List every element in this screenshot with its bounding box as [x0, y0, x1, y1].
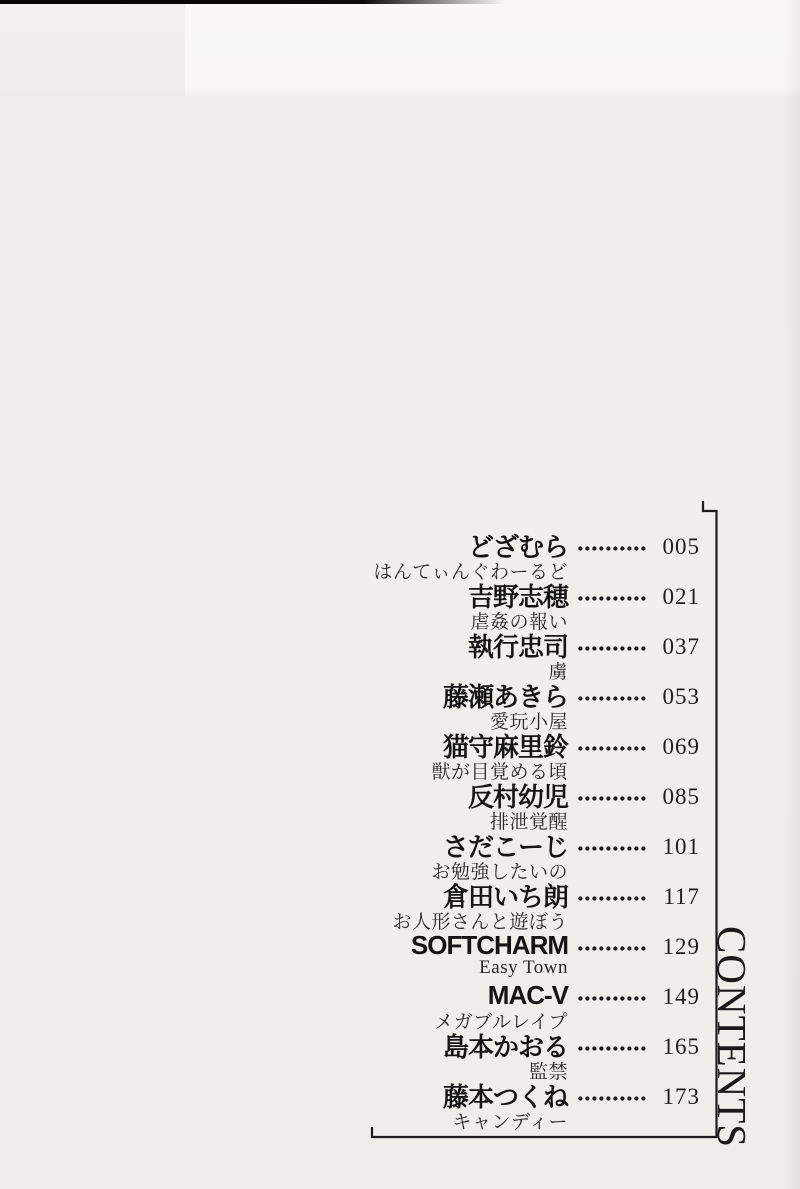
work-title: お勉強したいの: [431, 862, 568, 883]
page-number: 165: [662, 1033, 700, 1059]
author-name: 猫守麻里鈴: [442, 731, 568, 762]
toc-entry: [0, 529, 800, 583]
work-title: 排泄覚醒: [489, 812, 568, 833]
page-number: 117: [663, 883, 700, 909]
toc-entry-row: [443, 679, 700, 711]
page-number: 021: [662, 583, 700, 609]
toc-entry: [0, 979, 800, 1033]
toc-entry: [0, 729, 800, 783]
page-number: 005: [662, 533, 700, 559]
toc-entry: [0, 579, 800, 633]
page-number: 101: [662, 833, 700, 859]
author-name: 吉野志穂: [467, 581, 568, 612]
author-name: 藤本つくね: [442, 1081, 568, 1112]
author-name: SOFTCHARM: [410, 929, 568, 960]
work-title: 獣が目覚める頃: [431, 762, 568, 783]
work-title: Easy Town: [479, 957, 568, 978]
dot-leader: [578, 1096, 648, 1101]
author-name: さだこーじ: [442, 831, 568, 862]
dot-leader: [578, 946, 648, 951]
work-title: お人形さんと遊ぼう: [392, 912, 568, 933]
work-title: 虐姦の報い: [470, 612, 568, 633]
page-number: 173: [662, 1083, 700, 1109]
page-number: 085: [662, 783, 700, 809]
dot-leader: [578, 996, 648, 1001]
toc-entry: [0, 1029, 800, 1083]
page-number: 037: [662, 633, 700, 659]
dot-leader: [578, 696, 648, 701]
author-name: 藤瀬あきら: [442, 681, 568, 712]
toc-entry: [0, 929, 800, 979]
dot-leader: [578, 546, 648, 551]
page-number: 149: [662, 983, 700, 1009]
dot-leader: [578, 646, 648, 651]
dot-leader: [578, 596, 648, 601]
work-title: 監禁: [528, 1062, 568, 1083]
page-number: 053: [662, 683, 700, 709]
dot-leader: [578, 846, 648, 851]
work-title: 虜: [548, 662, 568, 683]
page-number: 069: [662, 733, 700, 759]
work-title: 愛玩小屋: [489, 712, 568, 733]
dot-leader: [578, 796, 648, 801]
author-name: 執行忠司: [467, 631, 568, 662]
page-number: 129: [662, 933, 700, 959]
author-name: 島本かおる: [442, 1031, 568, 1062]
work-title: メガブルレイプ: [434, 1012, 568, 1033]
dot-leader: [578, 896, 648, 901]
toc-entry: [0, 829, 800, 883]
toc-entry-row: [443, 1029, 700, 1061]
work-title: キャンディー: [452, 1112, 568, 1133]
author-name: 倉田いち朗: [442, 881, 568, 912]
toc-entry: [0, 629, 800, 683]
work-title: はんてぃんぐわーるど: [373, 562, 568, 583]
dot-leader: [578, 746, 648, 751]
contents-title: CONTENTS: [709, 926, 755, 1149]
toc-entry-row: [468, 629, 700, 661]
author-name: 反村幼児: [467, 781, 568, 812]
toc-entry: [0, 679, 800, 733]
toc-entry: [0, 779, 800, 833]
dot-leader: [578, 1046, 648, 1051]
author-name: どざむら: [467, 531, 568, 562]
toc-entry: [0, 1079, 800, 1133]
toc-entry: [0, 879, 800, 933]
author-name: MAC-V: [487, 979, 568, 1010]
